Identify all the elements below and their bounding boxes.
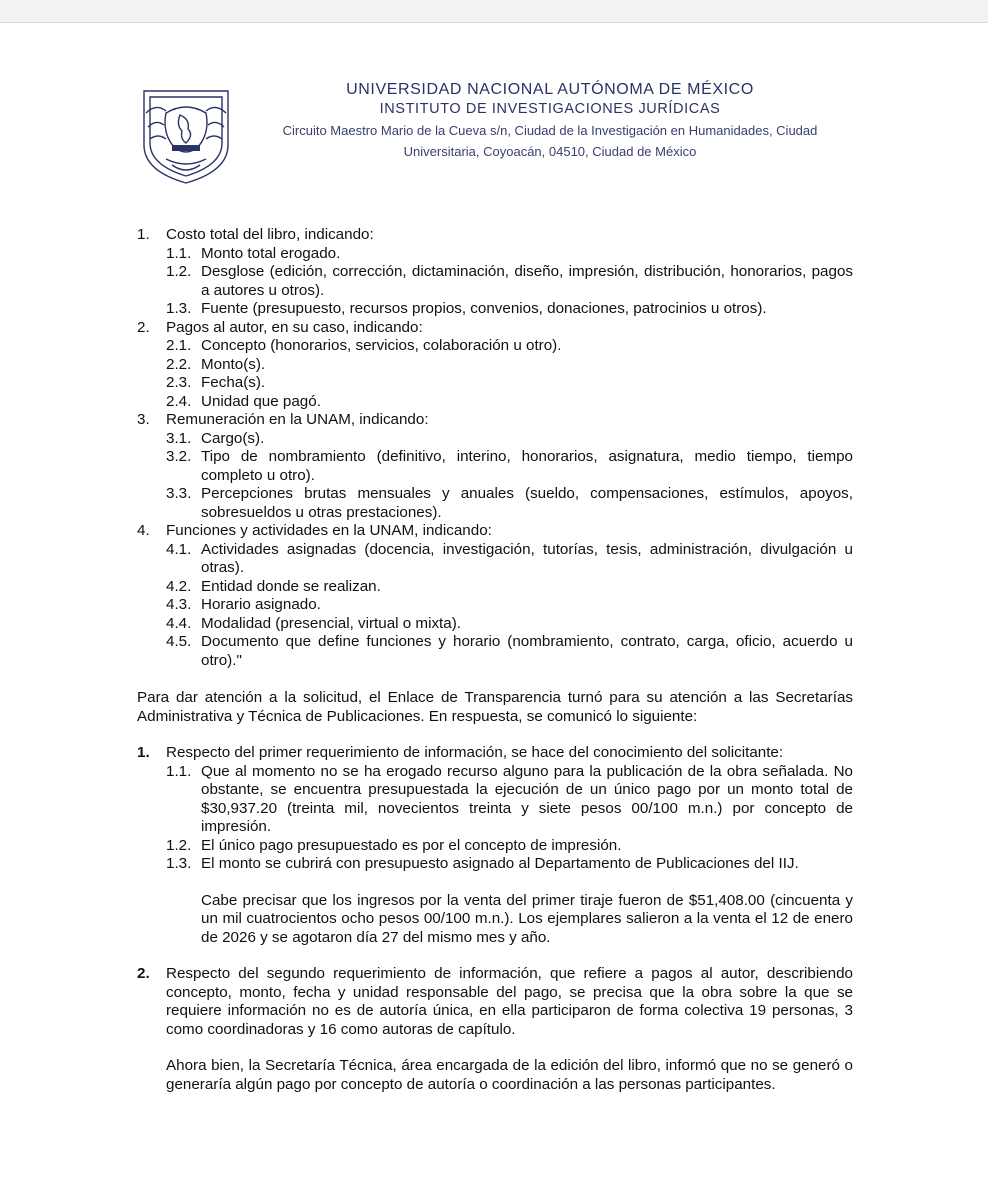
request-subitem: 4.5. Documento que define funciones y horario (nombramiento, contrato, carga, oficio, acuerdo u otro)." bbox=[166, 633, 853, 669]
request-subitem: 2.4. Unidad que pagó. bbox=[166, 392, 321, 410]
request-subitem: 4.3. Horario asignado. bbox=[166, 596, 321, 613]
request-item-1: 1. Costo total del libro, indicando: bbox=[137, 226, 374, 243]
request-item-2: 2. Pagos al autor, en su caso, indicando: bbox=[137, 318, 423, 336]
response-subitem: 1.3. El monto se cubrirá con presupuesto asignado al Departamento de Publicaciones del IIJ. bbox=[166, 855, 799, 872]
request-subitem: 3.1. Cargo(s). bbox=[166, 429, 265, 447]
request-list bbox=[137, 226, 853, 670]
unam-seal-logo bbox=[136, 83, 236, 187]
letterhead bbox=[0, 75, 988, 195]
response-1: 1. Respecto del primer requerimiento de información, se hace del conocimiento del solicitante: 1.1. Que al momento no se ha erogado recurso alguno para la publicación de la obra señalada. No obstante, se encuentra presupuestada la ejecución de un único pago por un monto total de $30,937.20 (treinta mil, novecientos treinta y siete pesos 00/100 m.n.) por concepto de impresión. 1.2. El único pago presupuestado es por el concepto de impresión. 1.3. El monto se cubrirá con presupuesto asignado al Departamento de Publicaciones del IIJ. Cabe precisar que los ingresos por la venta del primer tiraje fueron de $51,408.00 (cincuenta y un mil cuatrocientos ocho pesos 00/100 m.n.). Los ejemplares salieron a la venta el 12 de enero de 2026 y se agotaron día 27 del mismo mes y año. bbox=[137, 744, 853, 946]
request-subitem: 1.3. Fuente (presupuesto, recursos propios, convenios, donaciones, patrocinios u otros). bbox=[166, 300, 767, 317]
request-subitem: 1.1. Monto total erogado. bbox=[166, 244, 341, 262]
response-subitem: 1.2. El único pago presupuestado es por el concepto de impresión. bbox=[166, 836, 622, 854]
request-subitem: 4.4. Modalidad (presencial, virtual o mixta). bbox=[166, 614, 461, 632]
request-subitem: 2.2. Monto(s). bbox=[166, 355, 266, 373]
request-item-3: 3. Remuneración en la UNAM, indicando: bbox=[137, 411, 429, 428]
request-subitem: 1.2. Desglose (edición, corrección, dictaminación, diseño, impresión, distribución, honorarios, pagos a autores u otros). bbox=[166, 263, 853, 299]
request-subitem: 4.1. Actividades asignadas (docencia, investigación, tutorías, tesis, administración, divulgación u otras). bbox=[166, 540, 853, 576]
response-2-note: Ahora bien, la Secretaría Técnica, área encargada de la edición del libro, informó que no se generó o generaría algún pago por concepto de autoría o coordinación a las personas participantes. bbox=[166, 1057, 853, 1093]
request-subitem: 2.3. Fecha(s). bbox=[166, 374, 266, 391]
response-subitem: 1.1. Que al momento no se ha erogado recurso alguno para la publicación de la obra señalada. No obstante, se encuentra presupuestada la ejecución de un único pago por un monto total de $30,937.20 (treinta mil, novecientos treinta y siete pesos 00/100 m.n.) por concepto de impresión. bbox=[166, 762, 853, 835]
request-item-4: 4. Funciones y actividades en la UNAM, indicando: bbox=[137, 522, 492, 539]
address-line-2: Universitaria, Coyoacán, 04510, Ciudad de México bbox=[403, 144, 697, 159]
response-1-note: Cabe precisar que los ingresos por la venta del primer tiraje fueron de $51,408.00 (cincuenta y un mil cuatrocientos ocho pesos 00/100 m.n.). Los ejemplares salieron a la venta el 12 de enero de 2026 y se agotaron día 27 del mismo mes y año. bbox=[201, 891, 853, 946]
request-subitem: 3.2. Tipo de nombramiento (definitivo, interino, honorarios, asignatura, medio tiempo, tiempo completo u otro). bbox=[166, 448, 853, 484]
address-line-1: Circuito Maestro Mario de la Cueva s/n, Ciudad de la Investigación en Humanidades, Ciudad bbox=[282, 123, 818, 138]
institute-name: INSTITUTO DE INVESTIGACIONES JURÍDICAS bbox=[379, 101, 721, 117]
document-body bbox=[137, 226, 853, 1094]
university-name: UNIVERSIDAD NACIONAL AUTÓNOMA DE MÉXICO bbox=[346, 81, 754, 98]
request-subitem: 2.1. Concepto (honorarios, servicios, colaboración u otro). bbox=[166, 337, 562, 354]
request-subitem: 3.3. Percepciones brutas mensuales y anuales (sueldo, compensaciones, estímulos, apoyos, sobresueldos u otras prestaciones). bbox=[166, 485, 853, 521]
response-2: 2. Respecto del segundo requerimiento de información, que refiere a pagos al autor, describiendo concepto, monto, fecha y unidad responsable del pago, se precisa que la obra sobre la que se requiere información no es de autoría única, en ella participaron de forma colectiva 19 personas, 3 como coordinadoras y 16 como autoras de capítulo. Ahora bien, la Secretaría Técnica, área encargada de la edición del libro, informó que no se generó o generaría algún pago por concepto de autoría o coordinación a las personas participantes. bbox=[137, 965, 853, 1093]
intro-paragraph: Para dar atención a la solicitud, el Enlace de Transparencia turnó para su atención a las Secretarías Administrativa y Técnica de Publicaciones. En respuesta, se comunicó lo siguiente: bbox=[137, 689, 853, 725]
viewer-toolbar bbox=[0, 0, 988, 23]
request-subitem: 4.2. Entidad donde se realizan. bbox=[166, 577, 381, 595]
